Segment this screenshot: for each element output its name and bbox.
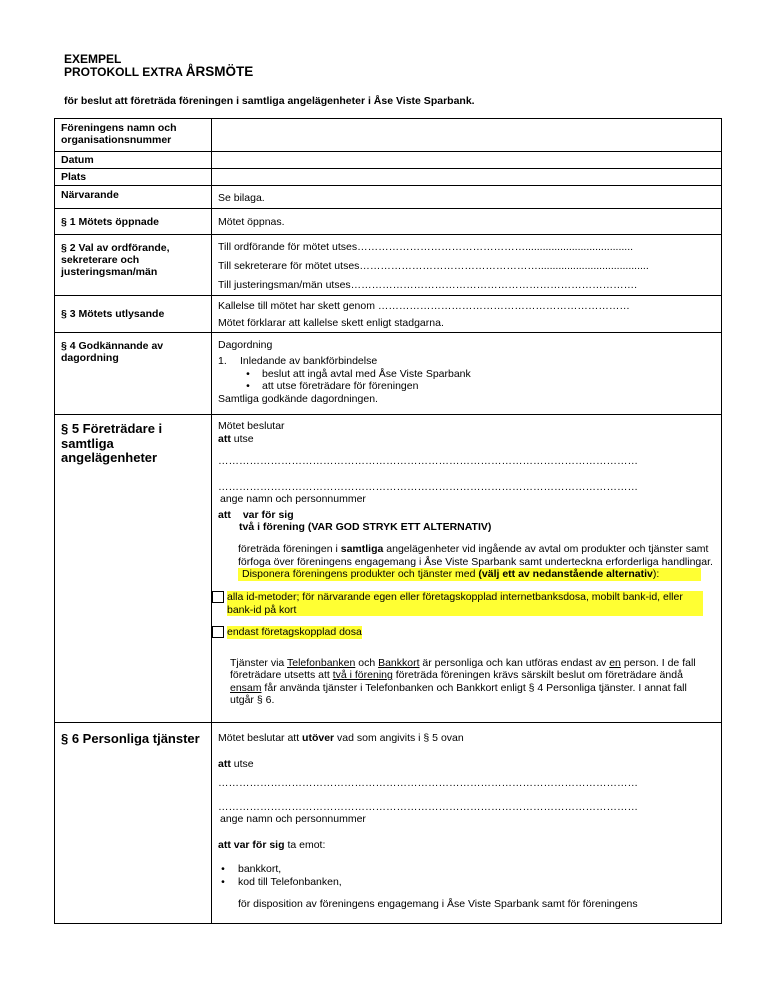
label-p1: § 1 Mötets öppnade — [55, 209, 212, 234]
option-2-text: endast företagskopplad dosa — [227, 626, 362, 638]
t-1: Tjänster via — [230, 656, 287, 669]
p6-bullet-2-text: kod till Telefonbanken, — [238, 875, 342, 888]
p2-ordforande: Till ordförande för mötet utses…………………………………………..................................... — [218, 241, 634, 253]
document-title — [64, 65, 253, 79]
field-p2 — [212, 235, 721, 295]
p5-option-1 — [212, 591, 715, 616]
field-p6 — [212, 723, 721, 923]
t-ensam: ensam — [230, 681, 262, 694]
p5-valj-text: (välj ett av nedanstående alternativ — [478, 568, 653, 580]
p5-tva-i-forening — [218, 521, 715, 543]
header-line-1: EXEMPEL — [64, 52, 122, 66]
title-part-1: PROTOKOLL EXTRA — [64, 65, 186, 79]
field-p1: Mötet öppnas. — [218, 216, 285, 228]
row-p3 — [55, 296, 721, 333]
p5-tjanster-paragraph — [218, 657, 715, 707]
p4-item-text: Inledande av bankförbindelse — [240, 355, 378, 367]
protocol-table — [54, 118, 722, 924]
label-p3: § 3 Mötets utlysande — [55, 296, 212, 332]
p6-disposition: för disposition av föreningens engagemang i Åse Viste Sparbank samt för föreningens — [238, 898, 638, 910]
p6-att: att — [218, 758, 231, 770]
p6-name-line-2[interactable]: ………………………………………………………………………………………………………… — [218, 801, 638, 813]
p5-att: att — [218, 433, 231, 445]
bullet-icon: • — [246, 367, 250, 380]
field-p3 — [212, 296, 721, 332]
field-narvarande: Se bilaga. — [218, 192, 265, 204]
p5-att-utse — [218, 433, 715, 455]
field-namn[interactable] — [212, 119, 721, 151]
p4-bullet-2 — [218, 380, 715, 393]
p6-emot: ta emot: — [284, 839, 326, 851]
p6-bullet-2 — [218, 876, 715, 889]
p4-item-number: 1. — [218, 355, 227, 367]
option-1-checkbox[interactable] — [212, 591, 224, 603]
p6-name-line-1[interactable]: ………………………………………………………………………………………………………… — [218, 777, 638, 789]
p5-disponera-text: Disponera föreningens produkter och tjänster med — [242, 568, 479, 580]
row-p1 — [55, 209, 721, 235]
p5-var-for-sig: var för sig — [242, 509, 294, 521]
field-datum[interactable] — [212, 152, 721, 168]
t-bankkort: Bankkort — [378, 656, 420, 669]
label-p6: § 6 Personliga tjänster — [55, 723, 212, 923]
title-part-2: ÅRSMÖTE — [185, 64, 254, 79]
label-p2: § 2 Val av ordförande, sekreterare och justeringsman/män — [55, 235, 212, 295]
row-p2 — [55, 235, 721, 296]
p5-samtliga: samtliga — [340, 543, 384, 555]
p5-para-part-1: företräda föreningen i — [238, 543, 341, 555]
p4-bullet-2-text: att utse företrädare för föreningen — [262, 380, 419, 392]
p3-stadgarna: Mötet förklarar att kallelse skett enligt stadgarna. — [218, 317, 444, 329]
p5-para-part-3: angelägenheter vid ingående av avtal om produkter och tjänster samt förfoga över föreningens engagemang i Åse Viste Sparbank samt underteckna erforderliga handlingar. — [238, 543, 713, 568]
p5-motet-beslutar: Mötet beslutar — [218, 420, 285, 432]
row-datum — [55, 152, 721, 169]
p5-disponera-line — [238, 568, 701, 581]
document-subtitle: för beslut att företräda föreningen i samtliga angelägenheter i Åse Viste Sparbank. — [64, 95, 475, 107]
bullet-icon: • — [221, 875, 225, 888]
p5-att2: att — [218, 509, 231, 521]
field-p4 — [212, 333, 721, 414]
p5-disponera-end: ): — [652, 568, 660, 580]
p5-tva-text: två i förening (VAR GOD STRYK ETT ALTERNATIV) — [239, 521, 492, 533]
t-en: en — [609, 656, 621, 669]
p6-name-hint: ange namn och personnummer — [220, 813, 366, 825]
row-p4 — [55, 333, 721, 415]
label-plats: Plats — [55, 169, 212, 185]
t-9: företräda föreningen krävs särskilt beslut om företrädare ändå — [392, 669, 683, 681]
p3-kallelse: Kallelse till mötet har skett genom ……………………………………………………………… — [218, 300, 630, 312]
bullet-icon: • — [221, 863, 225, 875]
t-5: är personliga och kan utföras endast av — [419, 656, 610, 669]
p6-bullet-1-text: bankkort, — [238, 863, 282, 875]
p6-attvar: att var för sig — [218, 839, 285, 851]
p2-sekreterare: Till sekreterare för mötet utses……………………………………………...................................... — [218, 260, 649, 272]
p6-bullet-1 — [218, 863, 715, 876]
p4-bullet-1 — [218, 368, 715, 381]
label-p4: § 4 Godkännande av dagordning — [55, 333, 212, 414]
row-plats — [55, 169, 721, 186]
bullet-icon: • — [246, 380, 250, 392]
p6-l1-c: vad som angivits i § 5 ovan — [334, 732, 464, 744]
t-tva-i-forening: två i förening — [332, 669, 393, 681]
p4-godkande: Samtliga godkände dagordningen. — [218, 392, 378, 405]
t-11: får använda tjänster i Telefonbanken och Bankkort enligt § 4 Personliga tjänster. I annat fall utgår § 6. — [230, 681, 687, 706]
p4-bullet-1-text: beslut att ingå avtal med Åse Viste Sparbank — [262, 367, 471, 380]
t-7: person. I de fall företrädare utsetts att — [230, 656, 696, 681]
p6-utse: utse — [230, 758, 254, 770]
label-p5: § 5 Företrädare i samtliga angelägenheter — [55, 415, 212, 722]
option-1-text: alla id-metoder; för närvarande egen eller företagskopplad internetbanksdosa, mobilt bank-id, eller bank-id på kort — [227, 591, 703, 616]
t-3: och — [355, 656, 379, 669]
field-p5 — [212, 415, 721, 722]
p5-utse: utse — [230, 433, 254, 445]
p2-justeringsman: Till justeringsman/män utses………………………………………………………………………. — [218, 279, 638, 291]
p5-name-line-2[interactable]: ………………………………………………………………………………………………………… — [218, 481, 638, 493]
p6-l1-a: Mötet beslutar att — [218, 732, 303, 744]
p6-utover: utöver — [302, 732, 335, 744]
p5-name-line-1[interactable]: ………………………………………………………………………………………………………… — [218, 455, 638, 467]
row-namn — [55, 119, 721, 152]
option-2-checkbox[interactable] — [212, 626, 224, 638]
p5-att-var-for-sig — [218, 509, 715, 521]
row-p6 — [55, 723, 721, 923]
label-narvarande: Närvarande — [55, 186, 212, 208]
p4-dagordning: Dagordning — [218, 339, 273, 351]
t-telefonbanken: Telefonbanken — [287, 656, 356, 669]
p6-att-utse — [218, 758, 715, 777]
row-narvarande — [55, 186, 721, 209]
row-p5 — [55, 415, 721, 723]
field-plats[interactable] — [212, 169, 721, 185]
p6-att-var-for-sig — [218, 839, 715, 863]
p5-name-hint: ange namn och personnummer — [220, 493, 366, 505]
p4-item-1 — [218, 355, 715, 368]
label-namn: Föreningens namn och organisationsnummer — [55, 119, 212, 151]
p5-samtliga-paragraph — [218, 543, 715, 568]
p6-motet-beslutar — [218, 732, 715, 758]
p5-option-2 — [212, 626, 715, 639]
label-datum: Datum — [55, 152, 212, 168]
